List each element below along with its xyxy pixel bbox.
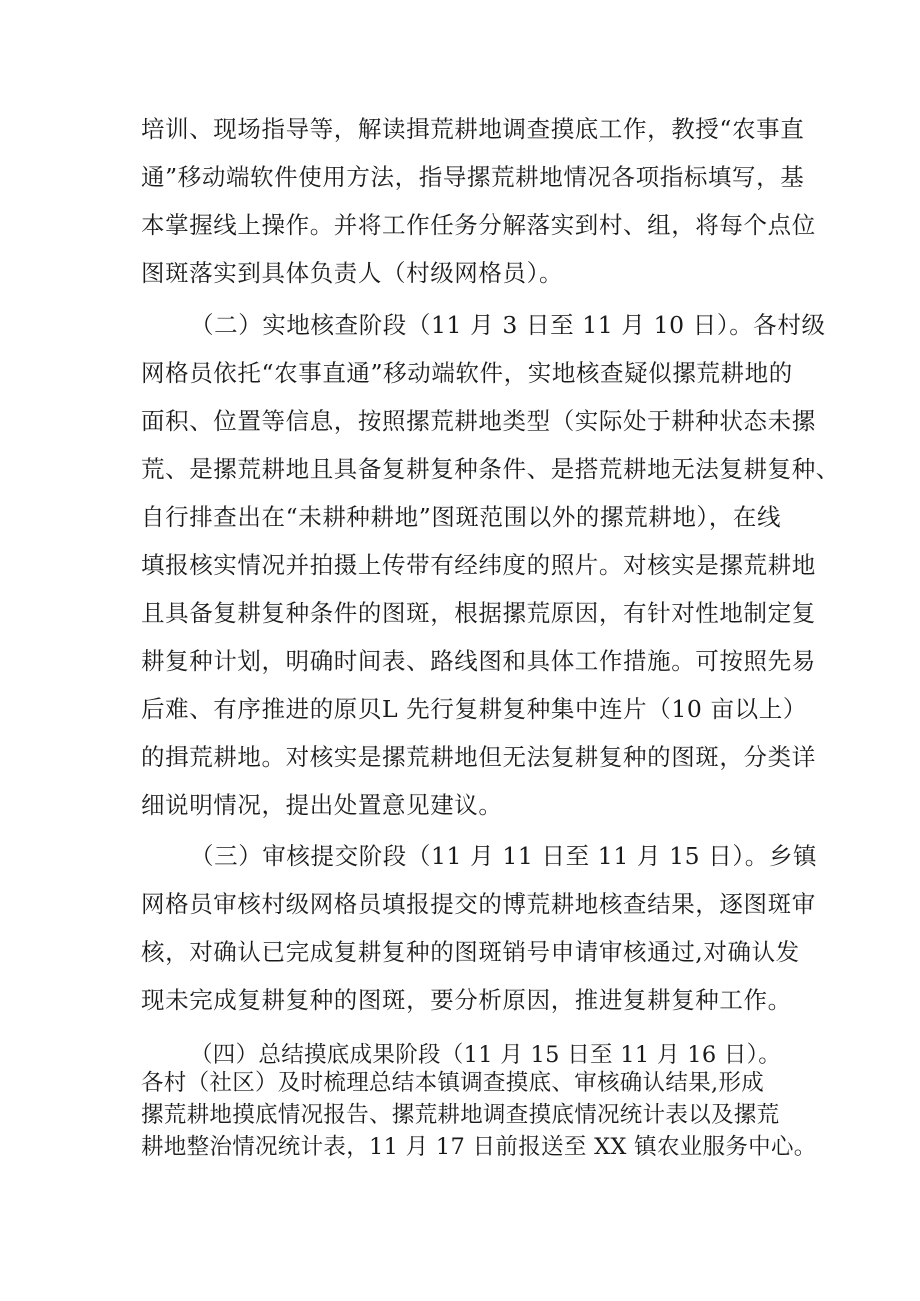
paragraph-2-line-2: 网格员依托“农事直通”移动端软件，实地核查疑似摞荒耕地的 (141, 359, 793, 387)
paragraph-2-line-3: 面积、位置等信息，按照摞荒耕地类型（实际处于耕种状态未摞 (141, 407, 816, 435)
paragraph-3-line-3: 核，对确认已完成复耕复种的图斑销号申请审核通过,对确认发 (141, 938, 800, 966)
paragraph-2-line-9: 后难、有序推进的原贝L 先行复耕复种集中连片（10 亩以上） (141, 695, 807, 723)
paragraph-1-line-3: 本掌握线上操作。并将工作任务分解落实到村、组，将每个点位 (141, 211, 816, 239)
paragraph-2-line-6: 填报核实情况并拍摄上传带有经纬度的照片。对核实是摞荒耕地 (141, 551, 816, 579)
paragraph-4-line-4: 耕地整治情况统计表，11 月 17 日前报送至 XX 镇农业服务中心。 (141, 1134, 817, 1160)
paragraph-2-line-5: 自行排查出在“未耕种耕地”图斑范围以外的摞荒耕地），在线 (141, 503, 782, 531)
paragraph-3-line-1: （三）审核提交阶段（11 月 11 日至 11 月 15 日）。乡镇 (190, 842, 818, 870)
paragraph-2-line-8: 耕复种计划，明确时间表、路线图和具体工作措施。可按照先易 (141, 647, 816, 675)
paragraph-1-line-2: 通”移动端软件使用方法，指导摞荒耕地情况各项指标填写，基 (141, 163, 805, 191)
paragraph-1-line-1: 培训、现场指导等，解读揖荒耕地调查摸底工作，教授“农事直 (141, 115, 805, 143)
paragraph-3-line-4: 现未完成复耕复种的图斑，要分析原因，推进复耕复种工作。 (141, 986, 792, 1014)
paragraph-4-line-3: 摞荒耕地摸底情况报告、摞荒耕地调查摸底情况统计表以及摞荒 (141, 1102, 780, 1128)
paragraph-2-line-10: 的揖荒耕地。对核实是摞荒耕地但无法复耕复种的图斑，分类详 (141, 743, 816, 771)
paragraph-4-line-2: 各村（社区）及时梳理总结本镇调查摸底、审核确认结果,形成 (141, 1070, 765, 1096)
paragraph-3-line-2: 网格员审核村级网格员填报提交的博荒耕地核查结果，逐图斑审 (141, 890, 816, 918)
paragraph-2-line-7: 且具备复耕复种条件的图斑，根据摞荒原因，有针对性地制定复 (141, 599, 816, 627)
paragraph-2-line-4: 荒、是摞荒耕地且具备复耕复种条件、是搭荒耕地无法复耕复种、 (141, 455, 840, 483)
paragraph-2-line-11: 细说明情况，提出处置意见建议。 (141, 791, 503, 819)
paragraph-1-line-4: 图斑落实到具体负责人（村级网格员）。 (141, 259, 564, 287)
paragraph-2-line-1: （二）实地核查阶段（11 月 3 日至 11 月 10 日）。各村级 (190, 311, 826, 339)
paragraph-4-line-1: （四）总结摸底成果阶段（11 月 15 日至 11 月 16 日）。 (190, 1042, 782, 1068)
